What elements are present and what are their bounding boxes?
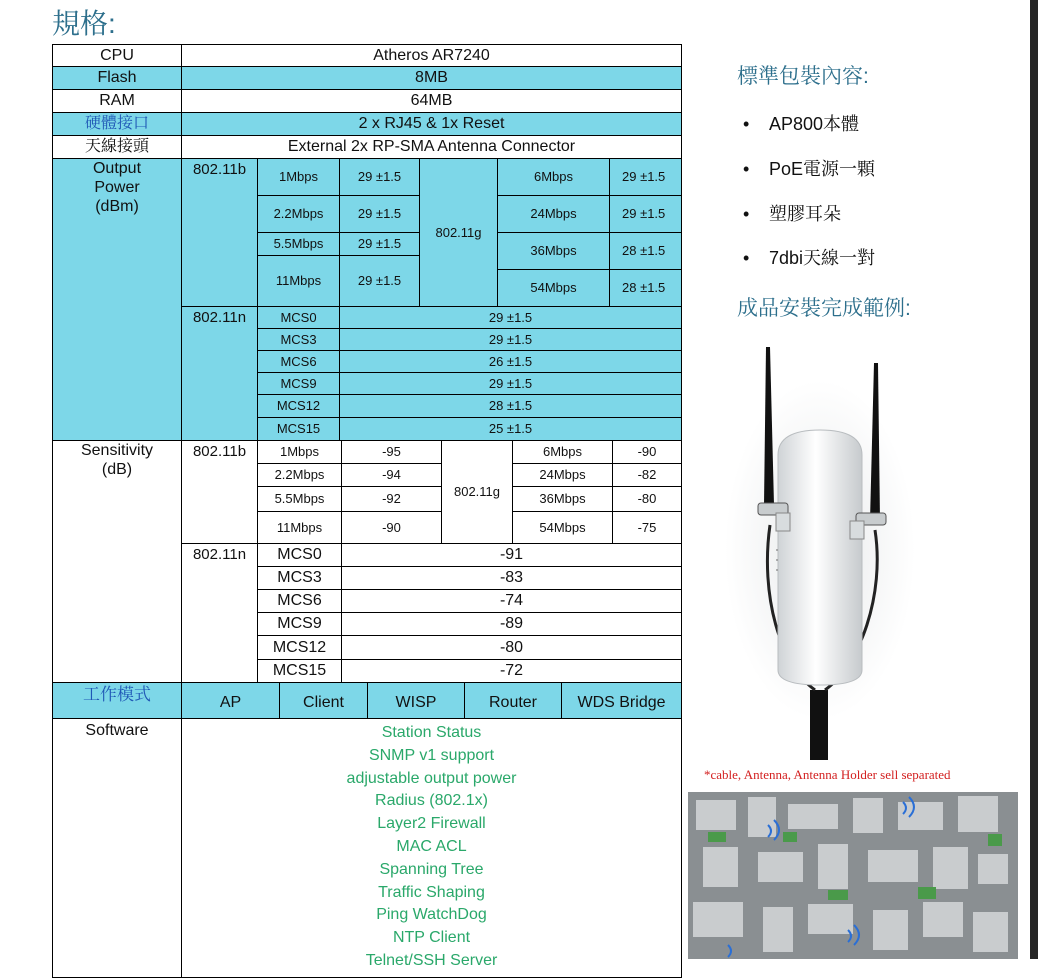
software-item: Station Status bbox=[381, 724, 482, 741]
output-b-value: 29 ±1.5 bbox=[339, 158, 420, 196]
output-b-rate: 1Mbps bbox=[257, 158, 340, 196]
output-n-mcs: MCS15 bbox=[257, 417, 340, 441]
sold-separately-note: *cable, Antenna, Antenna Holder sell separated bbox=[704, 767, 951, 782]
sens-b-rate: 5.5Mbps bbox=[257, 486, 342, 512]
flash-label: Flash bbox=[52, 66, 182, 90]
sens-b-value: -95 bbox=[341, 440, 442, 464]
output-n-mcs: MCS3 bbox=[257, 328, 340, 351]
package-item: • PoE電源一顆 bbox=[743, 159, 876, 179]
sens-n-value: -91 bbox=[341, 543, 682, 567]
output-g-value: 29 ±1.5 bbox=[609, 195, 682, 233]
output-b-value: 29 ±1.5 bbox=[339, 232, 420, 256]
package-item-label: 塑膠耳朵 bbox=[769, 204, 841, 224]
window-edge-bar bbox=[1030, 0, 1038, 959]
product-photo bbox=[720, 335, 920, 760]
software-item: Telnet/SSH Server bbox=[365, 951, 498, 969]
output-b-rate: 5.5Mbps bbox=[257, 232, 340, 256]
output-n-value: 29 ±1.5 bbox=[339, 372, 682, 395]
modes-label: 工作模式 bbox=[52, 682, 182, 719]
software-item: Traffic Shaping bbox=[378, 883, 485, 901]
software-item: MAC ACL bbox=[396, 837, 467, 855]
software-item: Spanning Tree bbox=[379, 860, 484, 878]
sens-g-label: 802.11g bbox=[441, 440, 513, 544]
sens-n-mcs: MCS0 bbox=[257, 543, 342, 567]
output-n-value: 29 ±1.5 bbox=[339, 306, 682, 329]
output-g-rate: 24Mbps bbox=[497, 195, 610, 233]
software-item: Radius (802.1x) bbox=[375, 792, 488, 810]
antenna-value: External 2x RP-SMA Antenna Connector bbox=[181, 135, 682, 159]
interface-value: 2 x RJ45 & 1x Reset bbox=[181, 112, 682, 136]
sens-b-value: -94 bbox=[341, 463, 442, 487]
sens-b-rate: 1Mbps bbox=[257, 440, 342, 464]
package-item-label: 7dbi天線一對 bbox=[769, 248, 876, 268]
mode-ap: AP bbox=[181, 682, 280, 719]
sens-g-rate: 54Mbps bbox=[512, 511, 613, 544]
output-g-value: 28 ±1.5 bbox=[609, 269, 682, 307]
output-n-mcs: MCS0 bbox=[257, 306, 340, 329]
sens-n-value: -80 bbox=[341, 635, 682, 660]
sens-n-label: 802.11n bbox=[181, 543, 258, 683]
sens-n-value: -89 bbox=[341, 612, 682, 636]
software-item: Ping WatchDog bbox=[376, 906, 487, 924]
mode-router: Router bbox=[464, 682, 562, 719]
output-g-value: 28 ±1.5 bbox=[609, 232, 682, 270]
sens-b-rate: 11Mbps bbox=[257, 511, 342, 544]
software-item: SNMP v1 support bbox=[368, 746, 495, 764]
output-power-label: Output Power (dBm) bbox=[52, 158, 182, 441]
cpu-label: CPU bbox=[52, 44, 182, 67]
output-n-value: 25 ±1.5 bbox=[339, 417, 682, 441]
package-item: • AP800本體 bbox=[743, 114, 860, 134]
page-title: 規格: bbox=[52, 8, 116, 39]
sens-g-rate: 36Mbps bbox=[512, 486, 613, 512]
package-item: • 7dbi天線一對 bbox=[743, 248, 876, 268]
software-item: adjustable output power bbox=[346, 769, 517, 787]
sens-n-mcs: MCS12 bbox=[257, 635, 342, 660]
sens-n-value: -83 bbox=[341, 566, 682, 590]
sens-b-label: 802.11b bbox=[181, 440, 258, 544]
output-g-rate: 6Mbps bbox=[497, 158, 610, 196]
package-item-label: AP800本體 bbox=[769, 114, 860, 134]
mode-client: Client bbox=[279, 682, 368, 719]
sens-n-value: -74 bbox=[341, 589, 682, 613]
sens-n-mcs: MCS6 bbox=[257, 589, 342, 613]
sens-n-value: -72 bbox=[341, 659, 682, 683]
interface-label: 硬體接口 bbox=[52, 112, 182, 136]
sens-g-value: -80 bbox=[612, 486, 682, 512]
sens-g-value: -75 bbox=[612, 511, 682, 544]
mode-wisp: WISP bbox=[367, 682, 465, 719]
package-heading: 標準包裝內容: bbox=[737, 65, 869, 88]
sens-g-value: -90 bbox=[612, 440, 682, 464]
ram-label: RAM bbox=[52, 89, 182, 113]
output-n-mcs: MCS6 bbox=[257, 350, 340, 373]
output-b-label: 802.11b bbox=[181, 158, 258, 307]
sens-n-mcs: MCS9 bbox=[257, 612, 342, 636]
output-b-value: 29 ±1.5 bbox=[339, 195, 420, 233]
output-n-label: 802.11n bbox=[181, 306, 258, 441]
software-item: NTP Client bbox=[392, 929, 471, 947]
output-n-value: 29 ±1.5 bbox=[339, 328, 682, 351]
sens-b-value: -92 bbox=[341, 486, 442, 512]
output-g-rate: 36Mbps bbox=[497, 232, 610, 270]
sens-b-value: -90 bbox=[341, 511, 442, 544]
output-g-rate: 54Mbps bbox=[497, 269, 610, 307]
output-n-mcs: MCS9 bbox=[257, 372, 340, 395]
antenna-label: 天線接頭 bbox=[52, 135, 182, 159]
output-g-value: 29 ±1.5 bbox=[609, 158, 682, 196]
sens-g-rate: 24Mbps bbox=[512, 463, 613, 487]
sensitivity-label: Sensitivity (dB) bbox=[52, 440, 182, 683]
mode-wds-bridge: WDS Bridge bbox=[561, 682, 682, 719]
output-b-rate: 11Mbps bbox=[257, 255, 340, 307]
output-n-mcs: MCS12 bbox=[257, 394, 340, 418]
ram-value: 64MB bbox=[181, 89, 682, 113]
sens-n-mcs: MCS15 bbox=[257, 659, 342, 683]
software-label: Software bbox=[52, 718, 182, 978]
sens-g-value: -82 bbox=[612, 463, 682, 487]
software-item: Layer2 Firewall bbox=[377, 815, 486, 833]
output-n-value: 26 ±1.5 bbox=[339, 350, 682, 373]
sens-g-rate: 6Mbps bbox=[512, 440, 613, 464]
cpu-value: Atheros AR7240 bbox=[181, 44, 682, 67]
package-item: • 塑膠耳朵 bbox=[743, 204, 841, 224]
install-heading: 成品安裝完成範例: bbox=[737, 297, 911, 320]
output-b-rate: 2.2Mbps bbox=[257, 195, 340, 233]
sens-n-mcs: MCS3 bbox=[257, 566, 342, 590]
output-g-label: 802.11g bbox=[419, 158, 498, 307]
spec-table bbox=[52, 44, 682, 969]
output-n-value: 28 ±1.5 bbox=[339, 394, 682, 418]
package-item-label: PoE電源一顆 bbox=[769, 159, 876, 179]
software-list bbox=[181, 718, 682, 978]
sens-b-rate: 2.2Mbps bbox=[257, 463, 342, 487]
output-b-value: 29 ±1.5 bbox=[339, 255, 420, 307]
city-illustration bbox=[688, 792, 1018, 959]
flash-value: 8MB bbox=[181, 66, 682, 90]
